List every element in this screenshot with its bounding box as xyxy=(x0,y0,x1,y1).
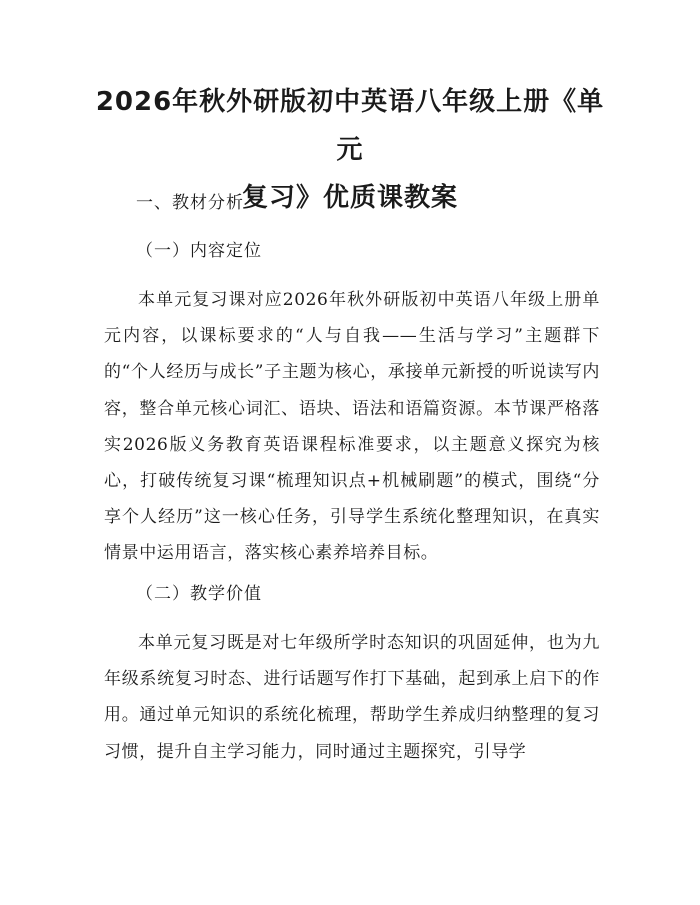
section-heading-teaching-material-analysis: 一、教材分析 xyxy=(136,193,244,213)
title-line-1: 2026年秋外研版初中英语八年级上册《单元 xyxy=(95,87,605,165)
subsection-heading-content-positioning: （一）内容定位 xyxy=(136,241,262,261)
title-line-2: 复习》优质课教案 xyxy=(241,183,458,213)
subsection-heading-teaching-value: （二）教学价值 xyxy=(136,584,262,604)
paragraph-content-positioning: 本单元复习课对应2026年秋外研版初中英语八年级上册单元内容，以课标要求的“人与自我——生活与学习”主题群下的“个人经历与成长”子主题为核心，承接单元新授的听说读写内容，整合单元核心词汇、语块、语法和语篇资源。本节课严格落实2026版义务教育英语课程标准要求，以主题意义探究为核心，打破传统复习课“梳理知识点+机械刷题”的模式，围绕“分享个人经历”这一核心任务，引导学生系统化整理知识，在真实情景中运用语言，落实核心素养培养目标。 xyxy=(104,290,600,564)
paragraph-teaching-value: 本单元复习既是对七年级所学时态知识的巩固延伸，也为九年级系统复习时态、进行话题写作打下基础，起到承上启下的作用。通过单元知识的系统化梳理，帮助学生养成归纳整理的复习习惯，提升自主学习能力，同时通过主题探究，引导学 xyxy=(104,633,600,762)
